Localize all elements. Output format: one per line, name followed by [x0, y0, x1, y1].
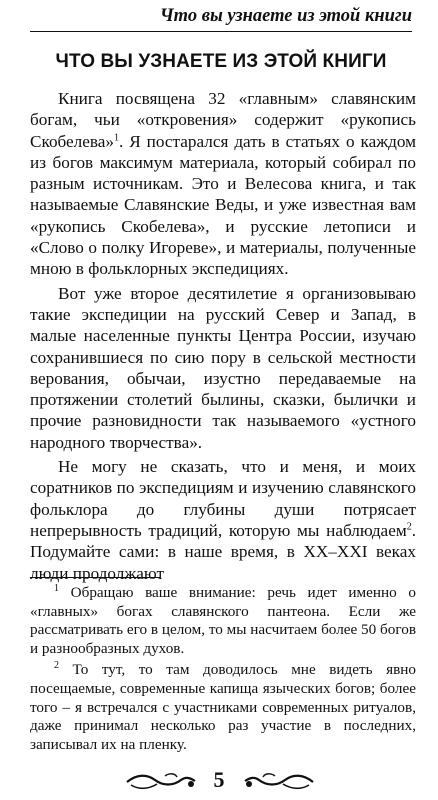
footnote-ref-1: 1	[114, 131, 119, 143]
flourish-ornament-icon	[243, 772, 315, 792]
paragraph-2: Вот уже второе десятилетие я организовываю такие экспедиции на русский Север и Запад, в малые населенные пункты Центра России, изучаю сохранившиеся по сию пору в сельской местности верования, обычаи, изустно передаваемые на протяжении столетий былины, сказки, былички и прочие разновидности так называемого «устного народного творчества».	[30, 283, 416, 452]
footnote-divider	[30, 577, 160, 578]
running-header: Что вы узнаете из этой книги	[30, 4, 412, 32]
paragraph-3-part-b: . Подумайте сами: в наше время, в XX–XXI веках люди продолжают	[30, 520, 416, 583]
footnote-1	[30, 584, 416, 658]
footnote-2	[30, 661, 416, 754]
footnote-2-text: То тут, то там доводилось мне видеть явно посещаемые, современные капища языческих богов; более того – я встречался с участниками современных ритуалов, даже принимал несколько раз участие в последних, записывал их на пленку.	[30, 661, 416, 753]
body-text	[30, 88, 416, 587]
paragraph-1-part-b: . Я постарался дать в статьях о каждом из богов максимум материала, который собирал по разным источникам. Это и Велесова книга, и так называемые Славянские Веды, и уже известная вам «рукопись Скобелева», и русские летописи и «Слово о полку Игореве», и материалы, полученные мною в фольклорных экспедициях.	[30, 131, 416, 279]
footnote-1-text: Обращаю ваше внимание: речь идет именно о «главных» богах славянского пантеона. Если же рассматривать его в целом, то мы насчитаем более 50 богов и разнообразных духов.	[30, 584, 416, 657]
page-number: 5	[213, 767, 225, 792]
paragraph-3	[30, 456, 416, 584]
chapter-title: ЧТО ВЫ УЗНАЕТЕ ИЗ ЭТОЙ КНИГИ	[55, 51, 387, 72]
paragraph-1-part-a: Книга посвящена 32 «главным» славянским богам, чьи «откровения» содержит «рукопись Скобелева»	[30, 89, 416, 151]
paragraph-3-part-a: Не могу не сказать, что и меня, и моих соратников по экспедициям и изучению славянского фольклора до глубины души потрясает непрерывность традиций, которую мы наблюдаем	[30, 457, 416, 540]
page-footer	[0, 766, 438, 796]
footnote-1-mark: 1	[54, 582, 59, 594]
footnotes	[30, 584, 416, 757]
footnote-2-mark: 2	[54, 660, 59, 672]
footnote-ref-2: 2	[406, 521, 412, 533]
paragraph-1	[30, 88, 416, 280]
